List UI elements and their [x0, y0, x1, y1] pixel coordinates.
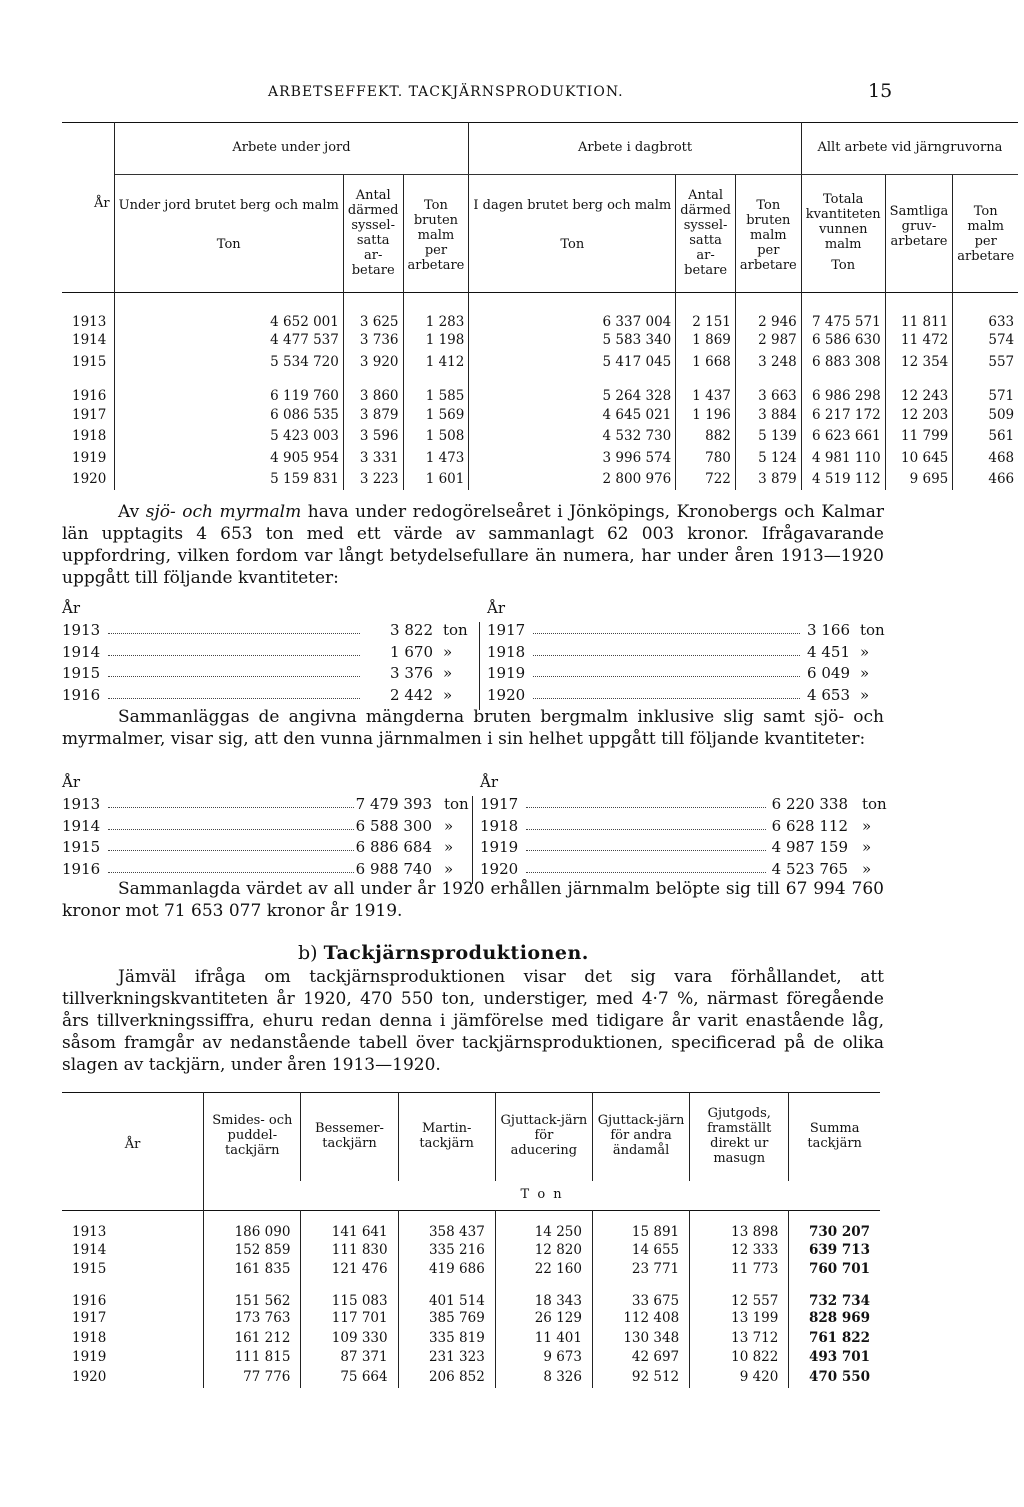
total-value: 761 822	[808, 1329, 870, 1346]
list-unit: »	[443, 642, 453, 661]
table-cell: 1 668	[676, 352, 736, 373]
table-cell: 4 477 537	[114, 331, 343, 352]
table-cell	[789, 1309, 880, 1329]
table-cell: 12 243	[885, 373, 953, 405]
list-year: 1914	[62, 642, 101, 661]
table-cell: 117 701	[301, 1309, 398, 1329]
list-value: 6 588 300	[355, 816, 432, 835]
leader-dots	[533, 685, 800, 699]
list-value: 6 220 338	[771, 795, 848, 813]
table-cell: 3 860	[343, 373, 403, 405]
col-header: Martin-tackjärn	[398, 1093, 495, 1181]
list-unit: »	[860, 642, 870, 661]
table-cell: 574	[988, 332, 1015, 349]
table-cell	[789, 1348, 880, 1368]
table-cell: 335 819	[398, 1329, 495, 1349]
table-cell: 12 203	[885, 405, 953, 426]
table-row	[62, 1329, 880, 1349]
table-cell: 5 583 340	[469, 331, 676, 352]
row-year: 1915	[62, 1260, 204, 1280]
table-cell: 3 331	[343, 448, 403, 469]
total-value: 639 713	[808, 1241, 870, 1258]
list-year: 1913	[62, 621, 101, 639]
table-cell: 3 736	[343, 331, 403, 352]
list-value: 4 451	[807, 642, 850, 661]
row-year: 1917	[62, 405, 114, 426]
table-cell: 6 217 172	[801, 405, 885, 426]
table-cell: 12 333	[690, 1241, 789, 1261]
table-cell: 3 879	[735, 469, 801, 490]
table-row	[62, 469, 1018, 490]
table-cell: 1 601	[403, 469, 469, 490]
list-value: 6 628 112	[771, 816, 848, 835]
table-cell: 206 852	[398, 1368, 495, 1388]
list-year: 1914	[62, 816, 101, 835]
table-cell: 10 645	[885, 448, 953, 469]
row-year: 1913	[62, 293, 114, 331]
list-year: 1917	[487, 621, 526, 639]
col-header: Summa tackjärn	[807, 1120, 862, 1151]
row-year: 1913	[62, 1211, 204, 1241]
list-year: 1920	[480, 859, 519, 878]
total-value: 470 550	[808, 1369, 870, 1386]
table-cell: 3 596	[343, 426, 403, 447]
col-header: Under jord brutet berg och malm Ton	[114, 175, 343, 293]
list-value: 4 653	[807, 685, 850, 704]
mining-table	[62, 122, 1018, 490]
table-cell	[789, 1329, 880, 1349]
col-header: Smides- och puddel-tackjärn	[204, 1093, 301, 1181]
table-cell: 1 196	[676, 405, 736, 426]
table-cell: 4 532 730	[469, 426, 676, 447]
table-cell: 4 905 954	[114, 448, 343, 469]
leader-dots	[533, 663, 800, 677]
leader-dots	[526, 794, 766, 808]
list-item	[62, 685, 892, 707]
table-cell: 130 348	[592, 1329, 689, 1349]
list-value: 3 822	[390, 621, 433, 639]
table-cell: 1 283	[403, 293, 469, 331]
table-row	[62, 426, 1018, 447]
table-row	[62, 1368, 880, 1388]
list-value: 6 988 740	[355, 859, 432, 878]
unit-label: T o n	[520, 1186, 564, 1202]
list-year: 1918	[480, 816, 519, 835]
table-cell: 42 697	[592, 1348, 689, 1368]
table-cell: 561	[988, 428, 1015, 445]
table-cell: 5 417 045	[469, 352, 676, 373]
table-cell: 109 330	[301, 1329, 398, 1349]
row-year: 1916	[62, 1280, 204, 1310]
list-year: 1916	[62, 859, 101, 878]
table-cell: 4 652 001	[114, 293, 343, 331]
list-year: 1918	[487, 642, 526, 661]
table-cell: 401 514	[398, 1280, 495, 1310]
table-cell: 12 354	[885, 352, 953, 373]
row-year: 1915	[62, 352, 114, 373]
table-cell: 6 883 308	[801, 352, 885, 373]
table-row	[62, 1241, 880, 1261]
table-cell: 231 323	[398, 1348, 495, 1368]
paragraph-total-ore: Sammanläggas de angivna mängderna bruten bergmalm inklusive slig samt sjö- och myrmalmer, visar sig, att den vunna järnmalmen i sin helhet uppgått till följande kvantiteter:	[62, 707, 884, 749]
total-value: 493 701	[808, 1349, 870, 1366]
table-row	[62, 352, 1018, 373]
pig-iron-table-body	[62, 1211, 880, 1388]
table-cell: 13 712	[690, 1329, 789, 1349]
table-cell: 1 473	[403, 448, 469, 469]
paragraph-bog-ore: Av sjö- och myrmalm hava under redogörelseåret i Jönköpings, Kronobergs och Kalmar län upptagits 4 653 ton med ett värde av sammanlagt 62 003 kronor. Ifrågavarande uppfordring, vilken fordom var långt betydelsefullare än numera, har under åren 1913—1920 uppgått till följande kvantiteter:	[62, 502, 884, 588]
table-cell: 6 119 760	[114, 373, 343, 405]
table-cell: 9 673	[495, 1348, 592, 1368]
table-cell: 780	[676, 448, 736, 469]
table-cell: 152 859	[204, 1241, 301, 1261]
list-item	[62, 663, 892, 685]
row-year: 1920	[62, 1368, 204, 1388]
group-header-all-mines: Allt arbete vid järngruvorna	[801, 123, 1018, 175]
col-header: Gjuttack-järn för aducering	[495, 1093, 592, 1181]
table-cell: 3 996 574	[469, 448, 676, 469]
mining-table-body	[62, 293, 1018, 491]
list-unit: »	[444, 816, 454, 835]
table-cell: 12 557	[690, 1280, 789, 1310]
list-unit: ton	[443, 621, 468, 639]
table-cell: 11 799	[885, 426, 953, 447]
list-unit: »	[860, 664, 870, 682]
table-cell: 112 408	[592, 1309, 689, 1329]
table-cell: 5 264 328	[469, 373, 676, 405]
table-cell: 633	[988, 314, 1015, 330]
table-cell	[789, 1260, 880, 1280]
list-value: 7 479 393	[355, 795, 432, 813]
table-cell: 115 083	[301, 1280, 398, 1310]
list-item	[62, 859, 892, 881]
table-row	[62, 1260, 880, 1280]
table-cell: 6 986 298	[801, 373, 885, 405]
col-header: Gjutgods, framställt direkt ur masugn	[690, 1093, 789, 1181]
table-cell: 6 086 535	[114, 405, 343, 426]
list-value: 1 670	[390, 642, 433, 661]
list-year: 1913	[62, 795, 101, 813]
list-value: 6 886 684	[355, 838, 432, 856]
table-cell: 3 920	[343, 352, 403, 373]
leader-dots	[533, 642, 800, 656]
row-year: 1918	[62, 426, 114, 447]
table-cell: 3 625	[343, 293, 403, 331]
total-ore-list	[62, 772, 892, 882]
list-year: 1920	[487, 685, 526, 704]
list-year: 1915	[62, 664, 101, 682]
table-cell: 87 371	[301, 1348, 398, 1368]
col-header-year: År	[62, 175, 114, 293]
table-cell: 557	[988, 353, 1015, 370]
list-unit: »	[444, 838, 454, 856]
table-cell: 14 250	[495, 1211, 592, 1241]
table-cell: 1 437	[676, 373, 736, 405]
total-value: 732 734	[808, 1292, 870, 1309]
paragraph-pig-iron: Jämväl ifråga om tackjärnsproduktionen visar det sig vara förhållandet, att tillverkningskvantiteten år 1920, 470 550 ton, understiger, med 4·7 %, närmast föregående års tillverkningssiffra, ehuru redan denna i jämförelse med tidigare år varit enastående låg, såsom framgår av nedanstående tabell över tackjärnsproduktionen, specificerad på de olika slagen av tackjärn, under åren 1913—1920.	[62, 967, 884, 1075]
pig-iron-table	[62, 1092, 880, 1388]
table-cell	[789, 1211, 880, 1241]
leader-dots	[526, 816, 766, 830]
row-year: 1919	[62, 1348, 204, 1368]
leader-dots	[533, 620, 800, 634]
table-row	[62, 1280, 880, 1310]
list-value: 4 987 159	[771, 838, 848, 856]
table-cell: 26 129	[495, 1309, 592, 1329]
table-cell	[789, 1280, 880, 1310]
table-cell: 11 773	[690, 1260, 789, 1280]
table-cell: 5 139	[735, 426, 801, 447]
list-value: 2 442	[390, 685, 433, 704]
table-cell: 466	[988, 470, 1015, 487]
table-cell: 5 124	[735, 448, 801, 469]
year-label: År	[480, 773, 499, 791]
list-item	[62, 816, 892, 838]
list-item	[62, 642, 892, 664]
table-cell: 3 663	[735, 373, 801, 405]
table-cell: 161 835	[204, 1260, 301, 1280]
table-cell: 2 946	[735, 293, 801, 331]
table-cell: 2 800 976	[469, 469, 676, 490]
col-header: Antal därmed syssel-satta ar-betare	[343, 175, 403, 293]
table-cell: 23 771	[592, 1260, 689, 1280]
table-row	[62, 293, 1018, 331]
table-cell: 13 199	[690, 1309, 789, 1329]
table-row	[62, 1348, 880, 1368]
col-header: Totala kvantiteten vunnen malm Ton	[801, 175, 885, 293]
table-cell: 3 248	[735, 352, 801, 373]
row-year: 1914	[62, 1241, 204, 1261]
table-cell: 121 476	[301, 1260, 398, 1280]
list-item	[62, 620, 892, 642]
list-unit: ton	[862, 795, 887, 813]
table-cell: 419 686	[398, 1260, 495, 1280]
table-cell: 9 420	[690, 1368, 789, 1388]
list-unit: »	[443, 664, 453, 682]
year-label: År	[62, 599, 81, 617]
table-cell	[789, 1368, 880, 1388]
year-label: År	[487, 599, 506, 617]
table-row	[62, 448, 1018, 469]
table-cell: 173 763	[204, 1309, 301, 1329]
col-header: Samtliga gruv-arbetare	[885, 175, 953, 293]
table-cell: 335 216	[398, 1241, 495, 1261]
table-cell: 18 343	[495, 1280, 592, 1310]
table-cell: 14 655	[592, 1241, 689, 1261]
table-cell: 1 412	[403, 352, 469, 373]
table-cell: 5 534 720	[114, 352, 343, 373]
table-cell: 6 623 661	[801, 426, 885, 447]
col-header: I dagen brutet berg och malm Ton	[469, 175, 676, 293]
list-year: 1919	[480, 838, 519, 856]
table-cell: 4 645 021	[469, 405, 676, 426]
list-unit: ton	[444, 795, 469, 813]
total-value: 760 701	[808, 1261, 870, 1278]
list-value: 3 376	[390, 664, 433, 682]
table-row	[62, 373, 1018, 405]
table-row	[62, 331, 1018, 352]
table-cell: 468	[988, 449, 1015, 466]
table-cell: 12 820	[495, 1241, 592, 1261]
table-cell: 722	[676, 469, 736, 490]
row-year: 1918	[62, 1329, 204, 1349]
running-head: ARBETSEFFEKT. TACKJÄRNSPRODUKTION.	[268, 84, 624, 100]
col-header-year: År	[62, 1093, 204, 1181]
table-cell: 358 437	[398, 1211, 495, 1241]
table-cell: 161 212	[204, 1329, 301, 1349]
table-cell: 2 151	[676, 293, 736, 331]
col-header: Ton bruten malm per arbetare	[403, 175, 469, 293]
year-label: År	[62, 773, 81, 791]
leader-dots	[526, 859, 766, 873]
table-cell: 11 401	[495, 1329, 592, 1349]
table-cell: 1 585	[403, 373, 469, 405]
table-cell: 1 508	[403, 426, 469, 447]
group-header-underground: Arbete under jord	[114, 123, 469, 175]
list-year: 1919	[487, 664, 526, 682]
col-header: Bessemer-tackjärn	[301, 1093, 398, 1181]
col-header: Ton malm per arbetare	[957, 204, 1015, 264]
list-unit: »	[862, 859, 872, 878]
table-cell: 385 769	[398, 1309, 495, 1329]
table-cell: 111 815	[204, 1348, 301, 1368]
total-value: 730 207	[808, 1224, 870, 1240]
list-item	[62, 837, 892, 859]
list-unit: »	[862, 838, 872, 856]
table-cell: 5 423 003	[114, 426, 343, 447]
list-unit: »	[862, 816, 872, 835]
table-cell: 3 884	[735, 405, 801, 426]
table-cell: 3 223	[343, 469, 403, 490]
table-cell: 11 472	[885, 331, 953, 352]
table-cell: 3 879	[343, 405, 403, 426]
table-cell: 571	[988, 388, 1015, 405]
col-header: Gjuttack-järn för andra ändamål	[592, 1093, 689, 1181]
table-cell: 7 475 571	[801, 293, 885, 331]
list-year: 1915	[62, 838, 101, 856]
list-value: 6 049	[807, 664, 850, 682]
row-year: 1917	[62, 1309, 204, 1329]
group-header-open-pit: Arbete i dagbrott	[469, 123, 801, 175]
table-cell: 1 869	[676, 331, 736, 352]
list-unit: »	[443, 685, 453, 704]
total-value: 828 969	[808, 1310, 870, 1327]
col-header: Ton bruten malm per arbetare	[735, 175, 801, 293]
table-cell: 10 822	[690, 1348, 789, 1368]
list-value: 3 166	[807, 621, 850, 639]
table-cell: 111 830	[301, 1241, 398, 1261]
table-cell: 141 641	[301, 1211, 398, 1241]
row-year: 1914	[62, 331, 114, 352]
table-cell: 11 811	[885, 293, 953, 331]
list-value: 4 523 765	[771, 859, 848, 878]
table-cell: 75 664	[301, 1368, 398, 1388]
table-cell: 4 519 112	[801, 469, 885, 490]
list-year: 1916	[62, 685, 101, 704]
list-item	[62, 794, 892, 816]
table-cell	[789, 1241, 880, 1261]
table-cell: 2 987	[735, 331, 801, 352]
paragraph-ore-value: Sammanlagda värdet av all under år 1920 erhållen järnmalm belöpte sig till 67 994 760 kronor mot 71 653 077 kronor år 1919.	[62, 879, 884, 921]
table-cell: 1 569	[403, 405, 469, 426]
list-unit: »	[860, 685, 870, 704]
row-year: 1920	[62, 469, 114, 490]
table-cell: 151 562	[204, 1280, 301, 1310]
table-cell: 6 337 004	[469, 293, 676, 331]
row-year: 1919	[62, 448, 114, 469]
list-unit: »	[444, 859, 454, 878]
table-cell: 4 981 110	[801, 448, 885, 469]
table-cell: 15 891	[592, 1211, 689, 1241]
table-cell: 6 586 630	[801, 331, 885, 352]
table-cell: 882	[676, 426, 736, 447]
page-number: 15	[868, 80, 893, 102]
list-unit: ton	[860, 621, 885, 639]
table-cell: 77 776	[204, 1368, 301, 1388]
row-year: 1916	[62, 373, 114, 405]
table-row	[62, 1211, 880, 1241]
table-cell: 186 090	[204, 1211, 301, 1241]
table-cell: 92 512	[592, 1368, 689, 1388]
col-header: Antal därmed syssel-satta ar-betare	[676, 175, 736, 293]
table-cell: 33 675	[592, 1280, 689, 1310]
table-cell: 13 898	[690, 1211, 789, 1241]
table-cell: 509	[988, 406, 1015, 423]
table-cell: 5 159 831	[114, 469, 343, 490]
table-cell: 1 198	[403, 331, 469, 352]
bog-ore-list	[62, 598, 892, 708]
section-heading: b) Tackjärnsproduktionen.	[298, 942, 589, 964]
list-year: 1917	[480, 795, 519, 813]
table-cell: 8 326	[495, 1368, 592, 1388]
table-row	[62, 1309, 880, 1329]
table-cell: 22 160	[495, 1260, 592, 1280]
table-row	[62, 405, 1018, 426]
table-cell: 9 695	[885, 469, 953, 490]
leader-dots	[526, 837, 766, 851]
